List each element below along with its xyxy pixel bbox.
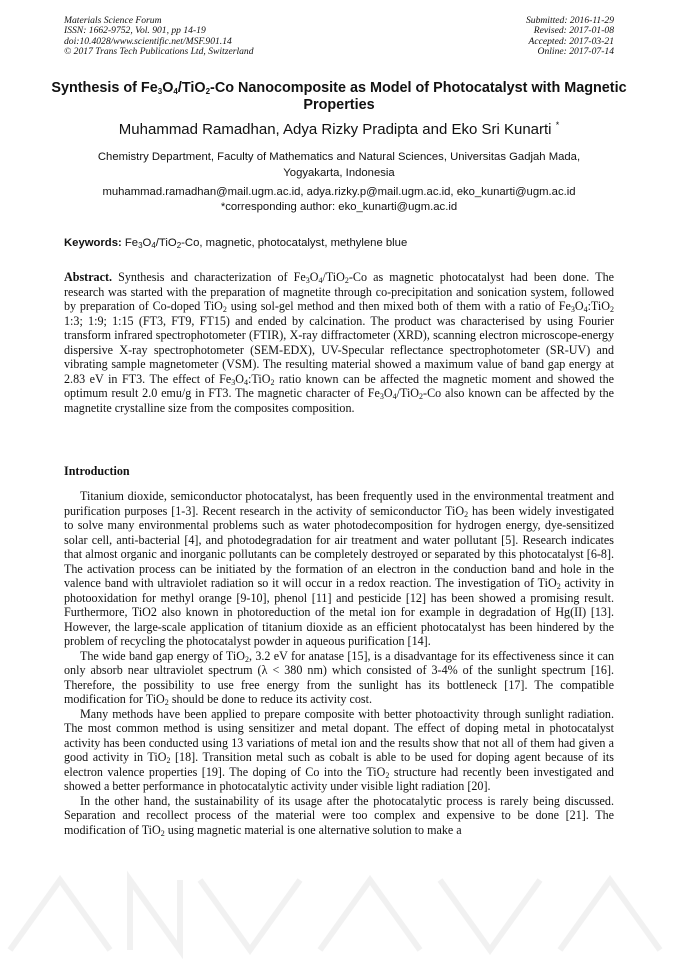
intro-paragraph: In the other hand, the sustainability of its usage after the photocatalytic process is rarely being discussed. Separation and recollect process of the material were too complex and expensive to be done [21]. The modification of TiO$_2$ using magnetic material is one alternative solution to make a <box>64 793 614 838</box>
keywords-label: Keywords: <box>64 237 122 249</box>
affiliation: Chemistry Department, Faculty of Mathematics and Natural Sciences, Universitas Gadjah Mada, Yogyakarta, Indonesia <box>97 151 581 179</box>
journal-header-right <box>526 16 614 57</box>
intro-paragraph: Many methods have been applied to prepare composite with better photoactivity through sunlight radiation. The most common method is using sensitizer and metal dopant. The effect of doping metal in photocatalyst activity has been conducted using 13 variations of metal ion and the results show that not all of them had given a good activity in TiO$_2$ [18]. Transition metal such as cobalt is able to be used for doping agent because of its electron valence properties [19]. The doping of Co into the TiO$_2$ structure had recently been investigated and showed a better performance in photocatalytic activity under visible light radiation [20]. <box>64 706 614 793</box>
paper-title: Synthesis of $Fe_3O_4/TiO_2-Co$ Nanocomposite as Model of Photocatalyst with Magnetic Properties <box>51 80 627 113</box>
abstract-label: Abstract. <box>64 270 113 284</box>
author-names: Muhammad Ramadhan, Adya Rizky Pradipta and Eko Sri Kunarti <box>118 121 552 138</box>
author-emails <box>50 185 628 214</box>
copyright-line: © 2017 Trans Tech Publications Ltd, Switzerland <box>64 45 254 57</box>
introduction-body <box>64 489 614 837</box>
introduction-heading: Introduction <box>64 464 130 478</box>
issn-line: ISSN: 1662-9752, Vol. 901, pp 14-19 <box>64 25 206 37</box>
intro-paragraph: Titanium dioxide, semiconductor photocatalyst, has been frequently used in the environmental treatment and purification purposes [1-3]. Recent research in the activity of semiconductor TiO$_2$ has been widely investigated to solve many environmental problems such as water photodecomposition for hydrogen energy, dye-sensitized solar cell, anti-bacterial [4], and photodegradation for air treatment and water pollutant [5]. Research indicates that almost organic and inorganic pollutants can be completely destroyed or separated by this photocatalyst [6-8]. The activation process can be initiated by the formation of an electron in the conduction band and hole in the valence band with ultraviolet radiation so it will occur in a redox reaction. The investigation of TiO$_2$ activity in photooxidation for methyl orange [9-10], phenol [11] and pesticide [12] has been showed a promising result. Furthermore, TiO2 also known in photoreduction of the metal ion for example in degradation of Hg(II) [13]. However, the large-scale application of titanium dioxide as an efficient photocatalyst has been hindered by the problem of recycling the photocatalyst powder in aqueous purification [14]. <box>64 489 614 648</box>
intro-paragraph: The wide band gap energy of TiO$_2$, 3.2 eV for anatase [15], is a disadvantage for its effectiveness since it can only absorb near ultraviolet spectrum (λ < 380 nm) which consisted of 3-4% of the sunlight spectrum [16]. Therefore, the possibility to use free energy from the sunlight has its bottleneck [17]. The compatible modification for TiO$_2$ should be done to reduce its activity cost. <box>64 648 614 707</box>
accepted-date: Accepted: 2017-03-21 <box>528 35 614 47</box>
revised-date: Revised: 2017-01-08 <box>533 25 614 37</box>
corresponding-mark: * <box>555 120 560 130</box>
abstract: Abstract. Synthesis and characterization of $Fe_3O_4/TiO_2-Co$ as magnetic photocatalyst had been done. The research was started with the preparation of magnetite through co-precipitation and sonication system, followed by preparation of Co-doped TiO$_2$ using sol-gel method and then mixed both of them with a ratio of $Fe_3O_4:TiO_2$ 1:3; 1:9; 1:15 (FT3, FT9, FT15) and ended by calcination. The product was characterised by using Fourier transform infrared spectrophotometer (FTIR), X-ray diffractometer (XRD), scanning electron microscope-energy dispersive X-ray spectrophotometer (SEM-EDX), UV-Specular reflectance spectrophotometer (SR-UV) and vibrating sample magnetometer (VSM). The resulting material showed a maximum value of band gap energy at 2.83 eV in FT3. The effect of $Fe_3O_4:TiO_2$ ratio known can be affected the magnetic moment and showed the optimum result 2.0 emu/g in FT3. The magnetic character of $Fe_3O_4/TiO_2-Co$ also known can be affected by the magnetite crystalline size from the composites composition. <box>64 270 615 415</box>
online-date: Online: 2017-07-14 <box>537 45 614 57</box>
author-list <box>40 120 638 140</box>
corresponding-author-email: *corresponding author: eko_kunarti@ugm.ac.id <box>220 200 458 213</box>
email-list: muhammad.ramadhan@mail.ugm.ac.id, adya.rizky.p@mail.ugm.ac.id, eko_kunarti@ugm.ac.id <box>102 186 576 198</box>
keywords: Keywords: $Fe_3O_4/TiO_2-Co$, magnetic, photocatalyst, methylene blue <box>64 237 408 250</box>
journal-name: Materials Science Forum <box>64 15 162 26</box>
journal-header-left <box>64 16 254 57</box>
submitted-date: Submitted: 2016-11-29 <box>525 15 614 26</box>
background-watermark <box>0 870 678 959</box>
doi-line: doi:10.4028/www.scientific.net/MSF.901.14 <box>64 35 232 47</box>
